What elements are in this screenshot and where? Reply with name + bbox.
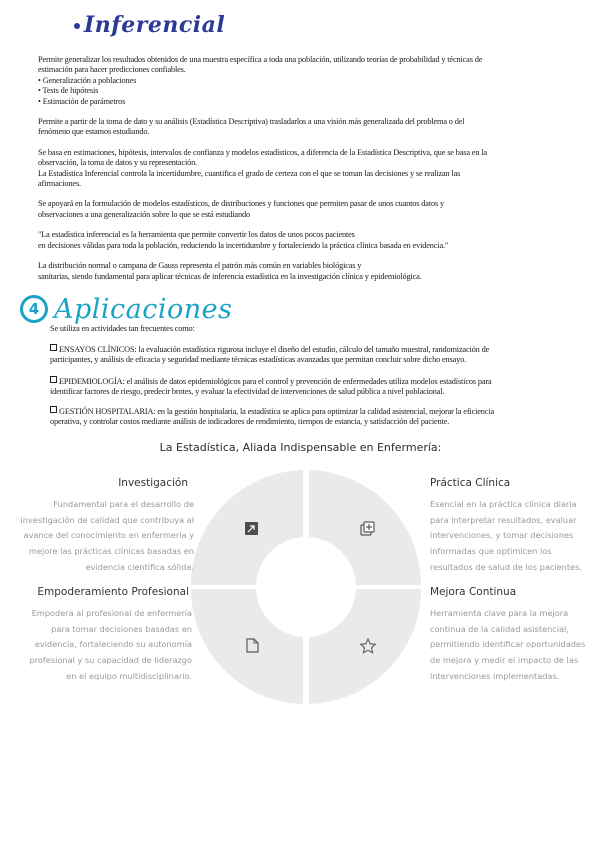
list-item: ENSAYOS CLÍNICOS: la evaluación estadística rigurosa incluye el diseño del estudio, cálculo del tamaño muestral, randomización de participantes, y análisis de eficacia y seguridad mediante técnicas estadísticas avanzadas que permitan concluir sobre dicho ensayo.	[50, 345, 490, 365]
paragraph-line: Se basa en estimaciones, hipótesis, intervalos de confianza y modelos estadísticos, a diferencia de la Estadística Descriptiva, que se basa en la	[38, 147, 487, 157]
paragraph-line: La distribución normal o campana de Gauss representa el patrón más común en variables biológicas y	[38, 261, 362, 271]
intro-line: Permite generalizar los resultados obtenidos de una muestra específica a toda una población, utilizando teorías de probabilidad y técnicas de	[38, 55, 483, 64]
infographic-title: La Estadística, Aliada Indispensable en Enfermería:	[159, 441, 442, 454]
list-item: EPIDEMIOLOGÍA: el análisis de datos epidemiológicos para el control y prevención de enfermedades utiliza modelos estadísticos para identificar factores de riesgo, predecir brotes, y evaluar la efectividad de intervenciones de salud pública a nivel poblacional.	[50, 377, 492, 397]
card-title: Investigación	[118, 477, 188, 489]
paragraph-line: La Estadística Inferencial controla la incertidumbre, cuantifica el grado de certeza con el que se toman las decisiones y se realizan las	[38, 168, 461, 178]
paragraph-line: afirmaciones.	[38, 179, 81, 189]
section-heading-aplicaciones	[20, 292, 233, 326]
heading-text: Aplicaciones	[54, 293, 233, 325]
paragraph-line: sanitarias, siendo fundamental para aplicar técnicas de inferencia estadística en la investigación clínica y epidemiológica.	[38, 271, 422, 281]
section-heading-inferencial	[74, 12, 225, 38]
intro-line: estimación para hacer predicciones confiables.	[38, 65, 186, 75]
heading-bullet-icon	[74, 23, 80, 29]
checkbox-square-icon	[50, 344, 57, 351]
paragraph-line: observación, la toma de datos y su representación.	[38, 158, 198, 168]
chart-icon	[245, 522, 258, 535]
card-title: Práctica Clínica	[430, 477, 511, 489]
quote-line: en decisiones válidas para toda la población, reduciendo la incertidumbre y fortaleciendo la práctica clínica basada en evidencia."	[38, 240, 449, 250]
card-title: Mejora Continua	[430, 586, 517, 598]
card-text: Herramienta clave para la mejora continua de la calidad asistencial, permitiendo identificar oportunidades de mejora y medir el impacto de las intervenciones implementadas.	[430, 608, 586, 681]
checkbox-square-icon	[50, 406, 57, 413]
ring-diagram	[191, 470, 421, 704]
card-text: Empodera al profesional de enfermería para tomar decisiones basadas en evidencia, fortaleciendo su autonomía profesional y su capacidad de liderazgo en el equipo multidisciplinario.	[29, 608, 192, 681]
checkbox-square-icon	[50, 376, 57, 383]
paragraph-line: observaciones a una generalización sobre lo que se está estudiando	[38, 209, 250, 219]
bullet-item: • Generalización a poblaciones	[38, 75, 137, 85]
bullet-item: • Tests de hipótesis	[38, 86, 99, 96]
card-title: Empoderamiento Profesional	[37, 586, 189, 598]
paragraph-line: Se apoyará en la formulación de modelos estadísticos, de distribuciones y funciones que permiten pasar de unos cuantos datos y	[38, 199, 444, 209]
number-circle-icon: 4	[20, 295, 48, 323]
aplicaciones-intro: Se utiliza en actividades tan frecuentes como:	[50, 324, 195, 333]
bullet-item: • Estimación de parámetros	[38, 96, 126, 106]
ring-center	[256, 537, 356, 637]
list-item: GESTIÓN HOSPITALARIA: en la gestión hospitalaria, la estadística se aplica para optimizar la calidad asistencial, mejorar la eficiencia operativa, y controlar costos mediante análisis de indicadores de rendimiento, tiempos de estancia, y satisfacción del paciente.	[50, 407, 495, 427]
inferencial-body	[38, 55, 558, 282]
card-text: Fundamental para el desarrollo de investigación de calidad que contribuya al avance del conocimiento en enfermería y mejore las prácticas clínicas basadas en evidencia científica sólida.	[20, 499, 194, 572]
card-text: Esencial en la práctica clínica diaria para interpretar resultados, evaluar intervenciones, y tomar decisiones informadas que optimicen los resultados de salud de los pacientes.	[430, 499, 582, 572]
heading-text: Inferencial	[84, 12, 226, 38]
paragraph-line: fenómeno que estamos estudiando.	[38, 127, 150, 137]
quote-line: "La estadística inferencial es la herramienta que permite convertir los datos de unos pocos pacientes	[38, 230, 355, 240]
paragraph-line: Permite a partir de la toma de dato y su análisis (Estadística Descriptiva) trasladarlos a una visión más generalizada del problema o del	[38, 117, 465, 127]
